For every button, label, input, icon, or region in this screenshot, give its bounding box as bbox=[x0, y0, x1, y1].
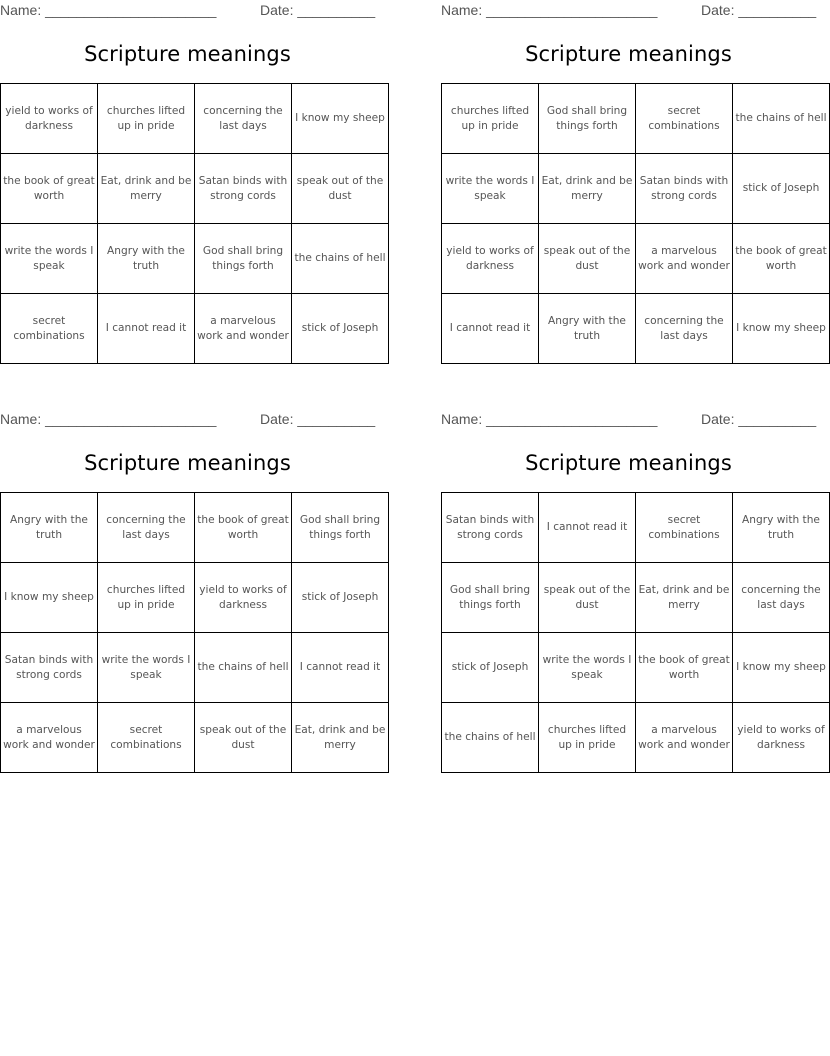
bingo-grid bbox=[441, 492, 830, 773]
card-header bbox=[441, 409, 817, 431]
grid-cell: I cannot read it bbox=[539, 493, 636, 563]
grid-cell: secret combinations bbox=[636, 84, 733, 154]
grid-cell: Angry with the truth bbox=[539, 294, 636, 364]
grid-row bbox=[442, 84, 830, 154]
name-field-label: Name: ______________________ bbox=[441, 411, 658, 427]
name-field-label: Name: ______________________ bbox=[0, 2, 217, 18]
grid-cell: I know my sheep bbox=[733, 633, 830, 703]
date-field-label: Date: __________ bbox=[260, 411, 376, 427]
grid-row bbox=[1, 224, 389, 294]
grid-cell: speak out of the dust bbox=[195, 703, 292, 773]
grid-row bbox=[442, 224, 830, 294]
grid-cell: Angry with the truth bbox=[1, 493, 98, 563]
card-title: Scripture meanings bbox=[84, 451, 291, 475]
grid-cell: write the words I speak bbox=[442, 154, 539, 224]
grid-cell: yield to works of darkness bbox=[195, 563, 292, 633]
grid-row bbox=[442, 563, 830, 633]
grid-cell: write the words I speak bbox=[98, 633, 195, 703]
grid-cell: the chains of hell bbox=[195, 633, 292, 703]
grid-cell: stick of Joseph bbox=[292, 294, 389, 364]
grid-cell: Eat, drink and be merry bbox=[292, 703, 389, 773]
grid-cell: churches lifted up in pride bbox=[98, 563, 195, 633]
grid-cell: I know my sheep bbox=[292, 84, 389, 154]
grid-cell: a marvelous work and wonder bbox=[636, 224, 733, 294]
grid-row bbox=[442, 493, 830, 563]
card-header bbox=[0, 409, 376, 431]
grid-cell: the book of great worth bbox=[195, 493, 292, 563]
grid-cell: Satan binds with strong cords bbox=[1, 633, 98, 703]
bingo-card bbox=[0, 0, 386, 342]
date-field-label: Date: __________ bbox=[701, 2, 817, 18]
grid-row bbox=[442, 154, 830, 224]
grid-row bbox=[1, 703, 389, 773]
grid-cell: the chains of hell bbox=[292, 224, 389, 294]
grid-cell: stick of Joseph bbox=[442, 633, 539, 703]
grid-cell: secret combinations bbox=[1, 294, 98, 364]
grid-cell: stick of Joseph bbox=[733, 154, 830, 224]
card-header bbox=[441, 0, 817, 22]
grid-cell: Eat, drink and be merry bbox=[98, 154, 195, 224]
grid-cell: a marvelous work and wonder bbox=[195, 294, 292, 364]
grid-cell: God shall bring things forth bbox=[442, 563, 539, 633]
grid-cell: I cannot read it bbox=[442, 294, 539, 364]
grid-row bbox=[442, 703, 830, 773]
grid-cell: Satan binds with strong cords bbox=[442, 493, 539, 563]
grid-cell: concerning the last days bbox=[98, 493, 195, 563]
card-title: Scripture meanings bbox=[525, 42, 732, 66]
grid-cell: Angry with the truth bbox=[98, 224, 195, 294]
grid-cell: Eat, drink and be merry bbox=[539, 154, 636, 224]
bingo-grid bbox=[0, 492, 389, 773]
grid-cell: speak out of the dust bbox=[539, 224, 636, 294]
bingo-grid bbox=[0, 83, 389, 364]
grid-cell: secret combinations bbox=[98, 703, 195, 773]
grid-cell: churches lifted up in pride bbox=[98, 84, 195, 154]
grid-row bbox=[1, 493, 389, 563]
grid-cell: God shall bring things forth bbox=[539, 84, 636, 154]
grid-row bbox=[1, 563, 389, 633]
grid-cell: I know my sheep bbox=[1, 563, 98, 633]
grid-cell: concerning the last days bbox=[733, 563, 830, 633]
grid-cell: write the words I speak bbox=[1, 224, 98, 294]
grid-cell: speak out of the dust bbox=[292, 154, 389, 224]
grid-cell: yield to works of darkness bbox=[733, 703, 830, 773]
grid-cell: write the words I speak bbox=[539, 633, 636, 703]
grid-cell: I know my sheep bbox=[733, 294, 830, 364]
grid-cell: stick of Joseph bbox=[292, 563, 389, 633]
grid-cell: secret combinations bbox=[636, 493, 733, 563]
grid-cell: a marvelous work and wonder bbox=[636, 703, 733, 773]
grid-row bbox=[442, 633, 830, 703]
grid-cell: the book of great worth bbox=[733, 224, 830, 294]
grid-cell: Angry with the truth bbox=[733, 493, 830, 563]
name-field-label: Name: ______________________ bbox=[441, 2, 658, 18]
grid-cell: God shall bring things forth bbox=[292, 493, 389, 563]
date-field-label: Date: __________ bbox=[701, 411, 817, 427]
bingo-card bbox=[0, 409, 386, 751]
grid-cell: yield to works of darkness bbox=[1, 84, 98, 154]
grid-row bbox=[1, 84, 389, 154]
bingo-card bbox=[441, 409, 826, 751]
grid-row bbox=[1, 633, 389, 703]
grid-cell: churches lifted up in pride bbox=[539, 703, 636, 773]
grid-cell: concerning the last days bbox=[636, 294, 733, 364]
grid-row bbox=[1, 294, 389, 364]
card-header bbox=[0, 0, 376, 22]
bingo-card bbox=[441, 0, 827, 342]
grid-row bbox=[442, 294, 830, 364]
card-title: Scripture meanings bbox=[525, 451, 732, 475]
grid-cell: the book of great worth bbox=[636, 633, 733, 703]
grid-cell: concerning the last days bbox=[195, 84, 292, 154]
grid-cell: a marvelous work and wonder bbox=[1, 703, 98, 773]
date-field-label: Date: __________ bbox=[260, 2, 376, 18]
grid-row bbox=[1, 154, 389, 224]
grid-cell: Eat, drink and be merry bbox=[636, 563, 733, 633]
grid-cell: I cannot read it bbox=[292, 633, 389, 703]
grid-cell: Satan binds with strong cords bbox=[636, 154, 733, 224]
card-title: Scripture meanings bbox=[84, 42, 291, 66]
grid-cell: I cannot read it bbox=[98, 294, 195, 364]
bingo-grid bbox=[441, 83, 830, 364]
grid-cell: speak out of the dust bbox=[539, 563, 636, 633]
grid-cell: God shall bring things forth bbox=[195, 224, 292, 294]
name-field-label: Name: ______________________ bbox=[0, 411, 217, 427]
grid-cell: the book of great worth bbox=[1, 154, 98, 224]
grid-cell: yield to works of darkness bbox=[442, 224, 539, 294]
grid-cell: Satan binds with strong cords bbox=[195, 154, 292, 224]
grid-cell: the chains of hell bbox=[442, 703, 539, 773]
grid-cell: churches lifted up in pride bbox=[442, 84, 539, 154]
grid-cell: the chains of hell bbox=[733, 84, 830, 154]
